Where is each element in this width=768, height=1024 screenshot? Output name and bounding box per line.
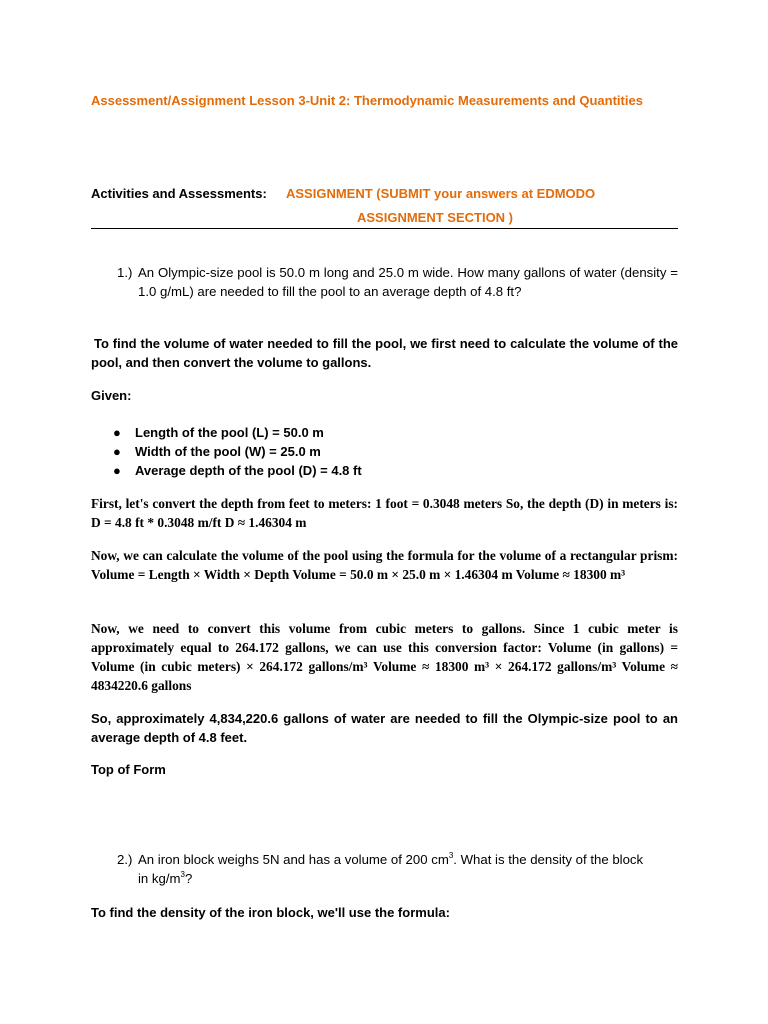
top-of-form-label: Top of Form <box>91 762 166 777</box>
answer-1-step-convert-depth: First, let's convert the depth from feet to meters: 1 foot = 0.3048 meters So, the depth (D) in meters is: D = 4.8 ft * 0.3048 m/ft D ≈ 1.46304 m <box>91 496 678 530</box>
bullet-icon: ● <box>113 425 121 440</box>
answer-1-step-volume: Now, we can calculate the volume of the pool using the formula for the volume of a rectangular prism: Volume = Length × Width × Depth Volume = 50.0 m × 25.0 m × 1.46304 m Volume ≈ 18300 m³ <box>91 548 678 582</box>
given-item-depth: ● Average depth of the pool (D) = 4.8 ft <box>113 463 362 478</box>
question-1-text: An Olympic-size pool is 50.0 m long and 25.0 m wide. How many gallons of water (density = 1.0 g/mL) are needed to fill the pool to an average depth of 4.8 ft? <box>138 265 678 299</box>
answer-1-intro: To find the volume of water needed to fill the pool, we first need to calculate the volume of the pool, and then convert the volume to gallons. <box>91 336 678 370</box>
given-item-width: ● Width of the pool (W) = 25.0 m <box>113 444 321 459</box>
given-item-length: ● Length of the pool (L) = 50.0 m <box>113 425 324 440</box>
answer-1-step-gallons: Now, we need to convert this volume from cubic meters to gallons. Since 1 cubic meter is approximately equal to 264.172 gallons, we can use this conversion factor: Volume (in gallons) = Volume (in cubic meters) × 264.172 gallons/m³ Volume ≈ 18300 m³ × 264.172 gallons/m³ Volume ≈ 4834220.6 gallons <box>91 621 678 693</box>
question-2-text: An iron block weighs 5N and has a volume of 200 $cm^3$. What is the density of the block in $kg/m^3$? <box>138 850 644 886</box>
activities-label: Activities and Assessments: <box>91 186 267 201</box>
document-title: Assessment/Assignment Lesson 3-Unit 2: Thermodynamic Measurements and Quantities <box>91 93 643 108</box>
bullet-icon: ● <box>113 444 121 459</box>
assignment-instruction-line2: ASSIGNMENT SECTION ) <box>357 210 514 225</box>
question-2-number: 2.) <box>117 852 133 867</box>
assignment-instruction-line1: ASSIGNMENT (SUBMIT your answers at EDMODO <box>286 186 596 201</box>
answer-2-intro: To find the density of the iron block, we'll use the formula: <box>91 905 450 920</box>
section-divider <box>91 228 678 229</box>
bullet-icon: ● <box>113 463 121 478</box>
answer-1-conclusion: So, approximately 4,834,220.6 gallons of water are needed to fill the Olympic-size pool to an average depth of 4.8 feet. <box>91 711 678 745</box>
given-label: Given: <box>91 388 132 403</box>
question-1-number: 1.) <box>117 265 133 280</box>
given-list <box>113 423 513 480</box>
